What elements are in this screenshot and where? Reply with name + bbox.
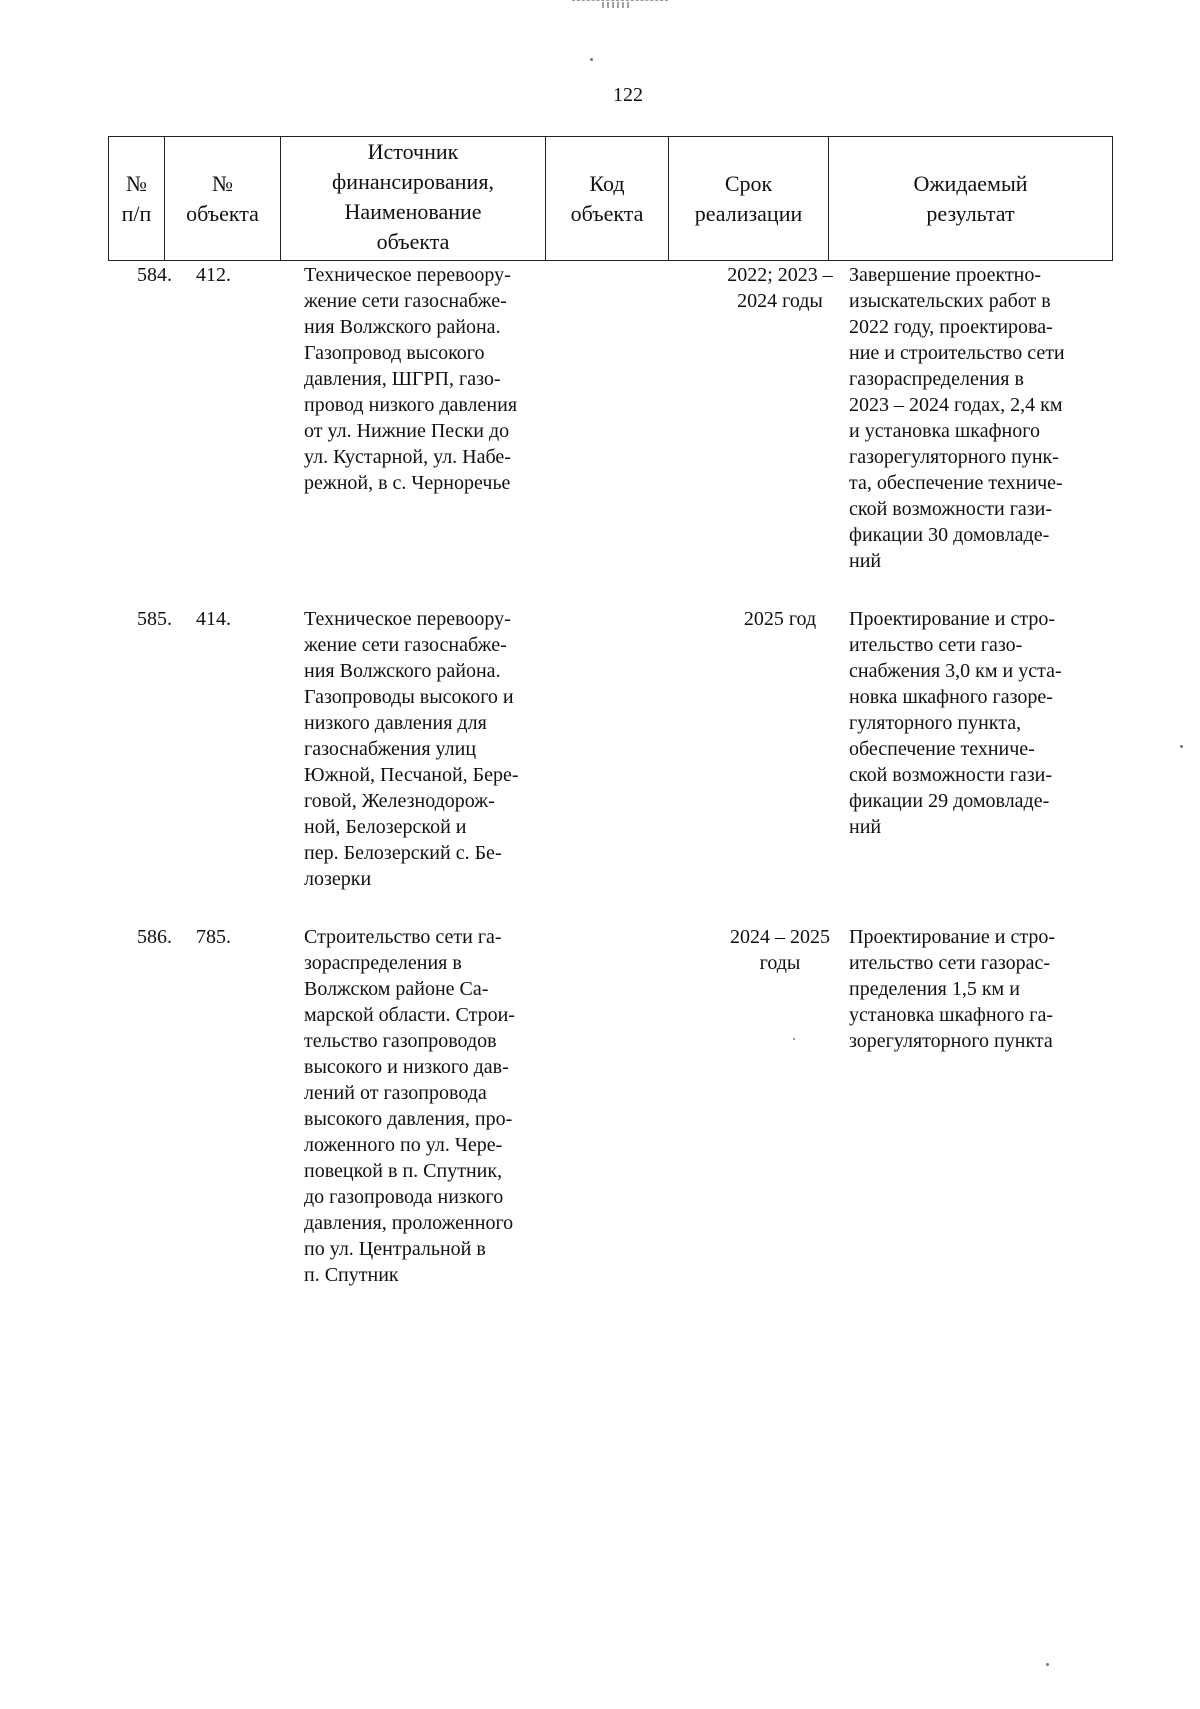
row-number: 585. (137, 608, 172, 630)
object-name: Строительство сети га- зораспределения в Волжском районе Са- марской области. Строи- тельство газопроводов высокого и низкого дав- лений от газопровода высокого давления, про- ложенного по ул. Чере- повецкой в п. Спутник, до газопровода низкого давления, проложенного по ул. Центральной в п. Спутник (304, 926, 515, 1286)
header-code: Код объекта (546, 137, 669, 261)
object-number: 785. (196, 926, 231, 948)
scan-speck (590, 58, 593, 61)
object-number: 414. (196, 608, 231, 630)
header-source: Источник финансирования, Наименование объекта (281, 137, 546, 261)
implementation-term: 2025 год (743, 608, 817, 630)
header-num: № п/п (109, 137, 165, 261)
implementation-term: 2024 – 2025 годы (730, 926, 830, 974)
scan-speck (1046, 1663, 1049, 1666)
table-row (108, 262, 1112, 582)
row-number: 584. (137, 264, 172, 286)
expected-result: Завершение проектно- изыскательских работ в 2022 году, проектирова- ние и строительство сети газораспределения в 2023 – 2024 годах, 2,4 км и установка шкафного газорегуляторного пунк- та, обеспечение техниче- ской возможности гази- фикации 30 домовладе- ний (849, 264, 1065, 572)
table-row (108, 924, 1112, 1294)
object-name: Техническое перевоору- жение сети газоснабже- ния Волжского района. Газопроводы высокого и низкого давления для газоснабжения улиц Южной, Песчаной, Бере- говой, Железнодорож- ной, Белозерской и пер. Белозерский с. Бе- лозерки (304, 608, 519, 890)
header-result: Ожидаемый результат (829, 137, 1113, 261)
object-number: 412. (196, 264, 231, 286)
scan-artifact (572, 0, 668, 10)
table-row (108, 606, 1112, 896)
expected-result: Проектирование и стро- ительство сети газорас- пределения 1,5 км и установка шкафного га- зорегуляторного пункта (849, 926, 1056, 1052)
table-header (108, 136, 1113, 261)
header-object-num: № объекта (165, 137, 281, 261)
object-name: Техническое перевоору- жение сети газоснабже- ния Волжского района. Газопровод высокого давления, ШГРП, газо- провод низкого давления от ул. Нижние Пески до ул. Кустарной, ул. Набе- режной, в с. Черноречье (304, 264, 518, 494)
header-term: Срок реализации (669, 137, 829, 261)
scan-speck (1180, 745, 1183, 748)
implementation-term: 2022; 2023 – 2024 годы (727, 264, 833, 312)
page-number: 122 (613, 84, 643, 106)
row-number: 586. (137, 926, 172, 948)
expected-result: Проектирование и стро- ительство сети газо- снабжения 3,0 км и уста- новка шкафного газоре- гуляторного пункта, обеспечение техниче- ской возможности гази- фикации 29 домовладе- ний (849, 608, 1062, 838)
